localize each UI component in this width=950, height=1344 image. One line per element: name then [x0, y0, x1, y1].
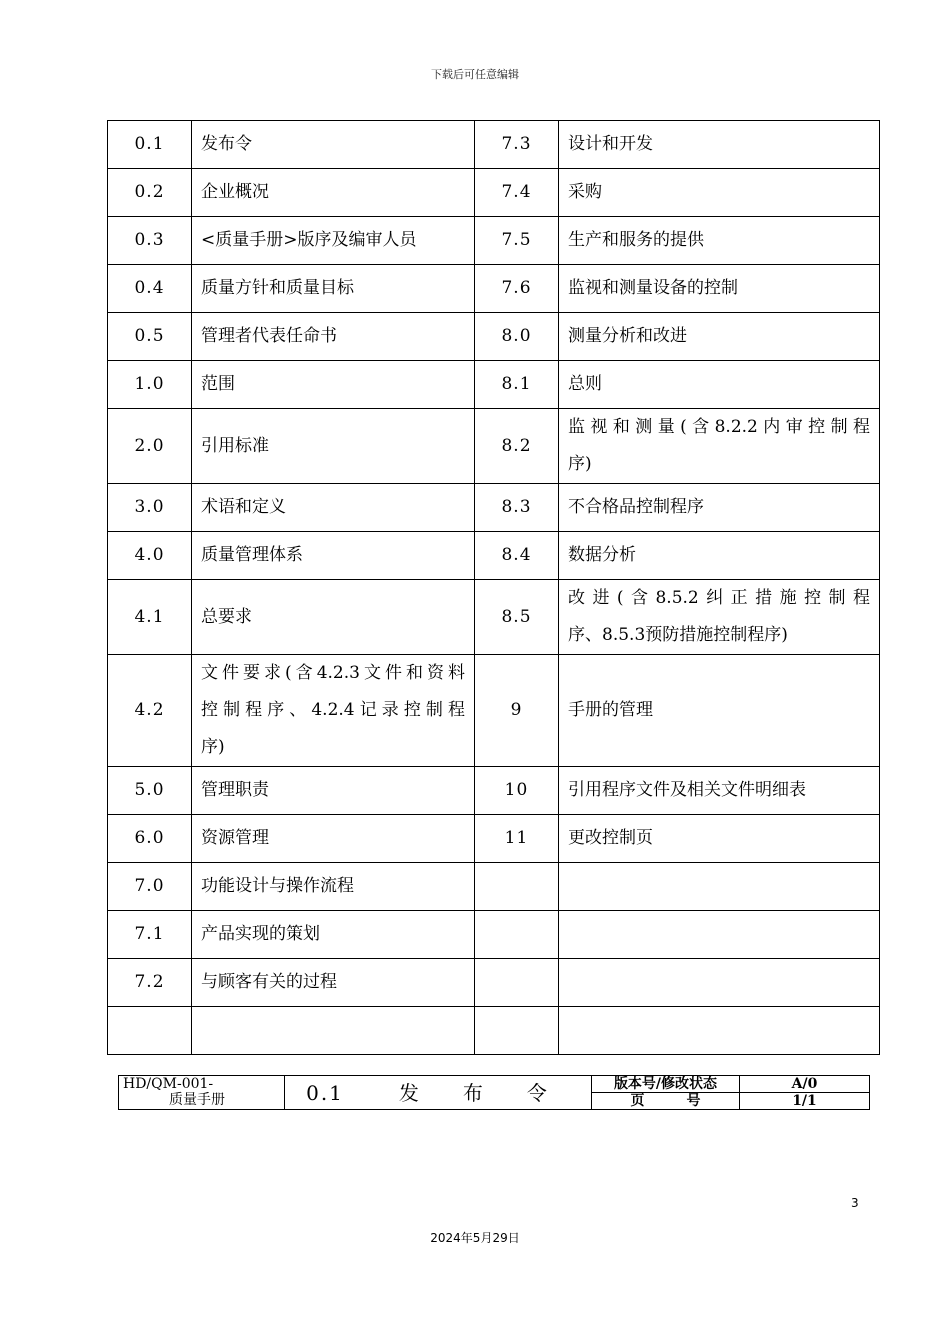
toc-title-line: 序、8.5.3预防措施控制程序)	[568, 625, 788, 645]
section-heading	[285, 1076, 592, 1110]
toc-number: 5.0	[108, 767, 192, 815]
toc-title: 与顾客有关的过程	[192, 959, 475, 1007]
version-label: 版本号/修改状态	[592, 1076, 740, 1093]
table-row	[108, 409, 880, 484]
footer-date: 2024年5月29日	[430, 1231, 520, 1245]
toc-number: 4.2	[108, 655, 192, 767]
table-row	[108, 655, 880, 767]
toc-title: 资源管理	[192, 815, 475, 863]
section-number: 0.1	[306, 1080, 344, 1105]
page-label	[592, 1093, 740, 1110]
toc-title: 生产和服务的提供	[559, 217, 880, 265]
table-row	[108, 217, 880, 265]
table-row	[108, 580, 880, 655]
toc-title: 质量管理体系	[192, 532, 475, 580]
toc-title: 质量方针和质量目标	[192, 265, 475, 313]
toc-number	[475, 1007, 559, 1055]
document-code-line: HD/QM-001-	[123, 1076, 214, 1092]
toc-title	[559, 580, 880, 655]
table-of-contents	[107, 120, 880, 1055]
toc-title-line: 改进(含8.5.2纠正措施控制程	[568, 588, 870, 608]
toc-title: 引用程序文件及相关文件明细表	[559, 767, 880, 815]
table-row	[108, 265, 880, 313]
toc-number: 7.5	[475, 217, 559, 265]
toc-number: 0.2	[108, 169, 192, 217]
toc-title: 企业概况	[192, 169, 475, 217]
document-code-line: 质量手册	[169, 1092, 225, 1108]
toc-title-line: 文件要求(含4.2.3文件和资料	[201, 663, 465, 683]
toc-number: 11	[475, 815, 559, 863]
toc-title: 产品实现的策划	[192, 911, 475, 959]
page-label-part: 页	[630, 1093, 645, 1109]
toc-number	[475, 911, 559, 959]
toc-title: 发布令	[192, 121, 475, 169]
table-row	[108, 484, 880, 532]
toc-title: 监视和测量设备的控制	[559, 265, 880, 313]
toc-number: 9	[475, 655, 559, 767]
toc-number: 4.1	[108, 580, 192, 655]
toc-number: 7.6	[475, 265, 559, 313]
table-row	[108, 767, 880, 815]
toc-title: 术语和定义	[192, 484, 475, 532]
document-footer-box	[118, 1075, 870, 1110]
toc-number: 7.3	[475, 121, 559, 169]
toc-number: 6.0	[108, 815, 192, 863]
toc-title	[559, 911, 880, 959]
toc-title: 采购	[559, 169, 880, 217]
toc-number: 8.0	[475, 313, 559, 361]
toc-title: 管理者代表任命书	[192, 313, 475, 361]
toc-title: 功能设计与操作流程	[192, 863, 475, 911]
toc-title-line: 序)	[568, 454, 592, 474]
toc-title-line: 监视和测量(含8.2.2内审控制程	[568, 417, 870, 437]
toc-number: 0.5	[108, 313, 192, 361]
toc-title-line: 序)	[201, 737, 225, 757]
toc-title	[192, 1007, 475, 1055]
toc-number: 7.0	[108, 863, 192, 911]
toc-number: 0.1	[108, 121, 192, 169]
version-value: A/0	[740, 1076, 870, 1093]
table-row	[108, 121, 880, 169]
toc-title: 总则	[559, 361, 880, 409]
toc-number: 7.4	[475, 169, 559, 217]
toc-number: 8.1	[475, 361, 559, 409]
toc-title: 更改控制页	[559, 815, 880, 863]
toc-number: 7.1	[108, 911, 192, 959]
page-value: 1/1	[740, 1093, 870, 1110]
toc-title	[559, 409, 880, 484]
toc-title	[559, 959, 880, 1007]
toc-title: 管理职责	[192, 767, 475, 815]
toc-number	[108, 1007, 192, 1055]
toc-title: 引用标准	[192, 409, 475, 484]
toc-number: 8.2	[475, 409, 559, 484]
table-row	[108, 361, 880, 409]
section-title-char: 布	[462, 1080, 485, 1105]
toc-title	[559, 863, 880, 911]
toc-title: 手册的管理	[559, 655, 880, 767]
toc-number: 0.4	[108, 265, 192, 313]
table-row	[108, 169, 880, 217]
toc-title	[192, 655, 475, 767]
toc-title: 范围	[192, 361, 475, 409]
toc-number: 7.2	[108, 959, 192, 1007]
toc-number: 8.3	[475, 484, 559, 532]
toc-number: 3.0	[108, 484, 192, 532]
toc-title: 数据分析	[559, 532, 880, 580]
toc-title: 总要求	[192, 580, 475, 655]
toc-title: 设计和开发	[559, 121, 880, 169]
toc-number: 4.0	[108, 532, 192, 580]
table-row	[108, 532, 880, 580]
toc-number: 8.5	[475, 580, 559, 655]
toc-number	[475, 863, 559, 911]
toc-number: 0.3	[108, 217, 192, 265]
table-row	[108, 911, 880, 959]
toc-title: 测量分析和改进	[559, 313, 880, 361]
toc-title: <质量手册>版序及编审人员	[192, 217, 475, 265]
table-row	[108, 959, 880, 1007]
toc-number: 2.0	[108, 409, 192, 484]
toc-number: 8.4	[475, 532, 559, 580]
toc-number: 1.0	[108, 361, 192, 409]
header-note: 下载后可任意编辑	[431, 68, 519, 81]
page-number: 3	[851, 1196, 859, 1210]
table-row	[108, 815, 880, 863]
toc-number: 10	[475, 767, 559, 815]
toc-title-line: 控制程序、4.2.4记录控制程	[201, 700, 465, 720]
toc-title	[559, 1007, 880, 1055]
page-label-part: 号	[686, 1093, 701, 1109]
table-row	[108, 863, 880, 911]
toc-title: 不合格品控制程序	[559, 484, 880, 532]
section-title-char: 令	[526, 1080, 549, 1105]
document-code	[119, 1076, 285, 1110]
section-title-char: 发	[398, 1080, 421, 1105]
toc-number	[475, 959, 559, 1007]
table-row	[108, 1007, 880, 1055]
table-row	[108, 313, 880, 361]
